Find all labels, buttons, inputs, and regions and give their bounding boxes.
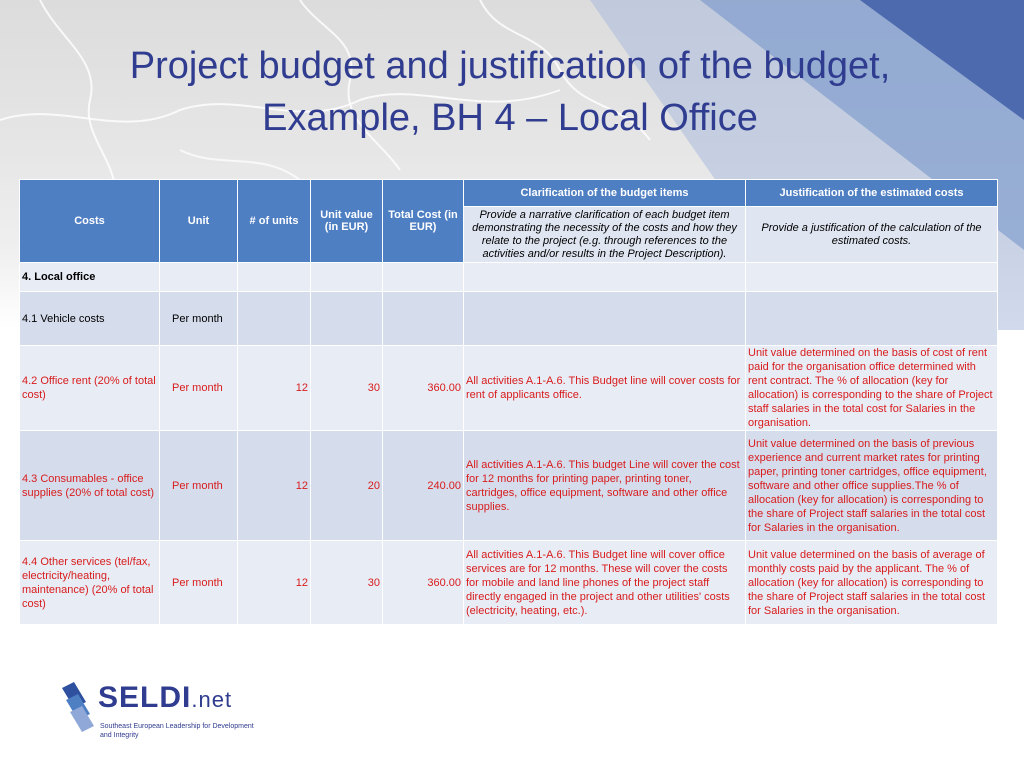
- cost-total: 240.00: [383, 431, 464, 541]
- title-line-1: Project budget and justification of the budget,: [129, 45, 891, 87]
- logo-brand: SELDI: [98, 681, 192, 714]
- cost-units: 12: [238, 346, 311, 431]
- page-title: [60, 40, 960, 144]
- header-justification: Justification of the estimated costs: [746, 180, 998, 207]
- title-line-2: Example, BH 4 – Local Office: [262, 97, 758, 139]
- cost-clarification: All activities A.1-A.6. This Budget line will cover costs for rent of applicants office.: [464, 346, 746, 431]
- empty-cell: [464, 263, 746, 292]
- cost-units: 12: [238, 431, 311, 541]
- cost-units: [238, 292, 311, 346]
- logo-suffix: .net: [191, 687, 233, 712]
- cost-unit-value: [311, 292, 383, 346]
- header-costs: Costs: [20, 180, 160, 263]
- cost-unit: Per month: [160, 292, 238, 346]
- header-row: [20, 180, 998, 207]
- cost-clarification: All activities A.1-A.6. This budget Line will cover the cost for 12 months for printing paper, printing toner, cartridges, office equipment, software and other office supplies.: [464, 431, 746, 541]
- cost-unit-value: 30: [311, 541, 383, 625]
- cost-unit: Per month: [160, 541, 238, 625]
- cost-name: 4.3 Consumables - office supplies (20% of total cost): [20, 431, 160, 541]
- cost-total: 360.00: [383, 541, 464, 625]
- empty-cell: [238, 263, 311, 292]
- cost-name: 4.1 Vehicle costs: [20, 292, 160, 346]
- cost-units: 12: [238, 541, 311, 625]
- cost-justification: [746, 292, 998, 346]
- cost-name: 4.2 Office rent (20% of total cost): [20, 346, 160, 431]
- empty-cell: [746, 263, 998, 292]
- cost-unit-value: 30: [311, 346, 383, 431]
- cost-clarification: All activities A.1-A.6. This Budget line will cover office services are for 12 months. These will cover the costs for mobile and land line phones of the project staff directly engaged in the project and other utilities' costs (electricity, heating, etc.).: [464, 541, 746, 625]
- cost-justification: Unit value determined on the basis of cost of rent paid for the organisation office determined with rent contract. The % of allocation (key for allocation) is corresponding to the share of Project staff salaries in the total cost for Salaries in the organisation.: [746, 346, 998, 431]
- table-row: [20, 431, 998, 541]
- budget-table: [19, 179, 998, 625]
- empty-cell: [160, 263, 238, 292]
- logo-name: [98, 681, 232, 715]
- cost-justification: Unit value determined on the basis of average of monthly costs paid by the applicant. The % of allocation (key for allocation) is corresponding to the share of Project staff salaries in the total cost for Salaries in the organisation.: [746, 541, 998, 625]
- clarification-description: Provide a narrative clarification of each budget item demonstrating the necessity of the costs and how they relate to the project (e.g. through references to the activities and/or results in the Project Description).: [464, 207, 746, 263]
- section-label: 4. Local office: [20, 263, 160, 292]
- cost-name: 4.4 Other services (tel/fax, electricity/heating, maintenance) (20% of total cost): [20, 541, 160, 625]
- cost-unit: Per month: [160, 346, 238, 431]
- cost-total: 360.00: [383, 346, 464, 431]
- cost-unit-value: 20: [311, 431, 383, 541]
- header-num-units: # of units: [238, 180, 311, 263]
- header-unit: Unit: [160, 180, 238, 263]
- cost-justification: Unit value determined on the basis of previous experience and current market rates for printing paper, printing toner cartridges, office equipment, software and other office supplies.The % of allocation (key for allocation) is corresponding to the share of Project staff salaries in the total cost for Salaries in the organisation.: [746, 431, 998, 541]
- cost-total: [383, 292, 464, 346]
- header-clarification: Clarification of the budget items: [464, 180, 746, 207]
- logo-tagline: Southeast European Leadership for Development and Integrity: [100, 723, 254, 739]
- cost-unit: Per month: [160, 431, 238, 541]
- justification-description: Provide a justification of the calculation of the estimated costs.: [746, 207, 998, 263]
- header-total-cost: Total Cost (in EUR): [383, 180, 464, 263]
- table-row: [20, 346, 998, 431]
- section-row: [20, 263, 998, 292]
- table-row: [20, 541, 998, 625]
- header-unit-value: Unit value (in EUR): [311, 180, 383, 263]
- empty-cell: [383, 263, 464, 292]
- cost-clarification: [464, 292, 746, 346]
- empty-cell: [311, 263, 383, 292]
- table-row: [20, 292, 998, 346]
